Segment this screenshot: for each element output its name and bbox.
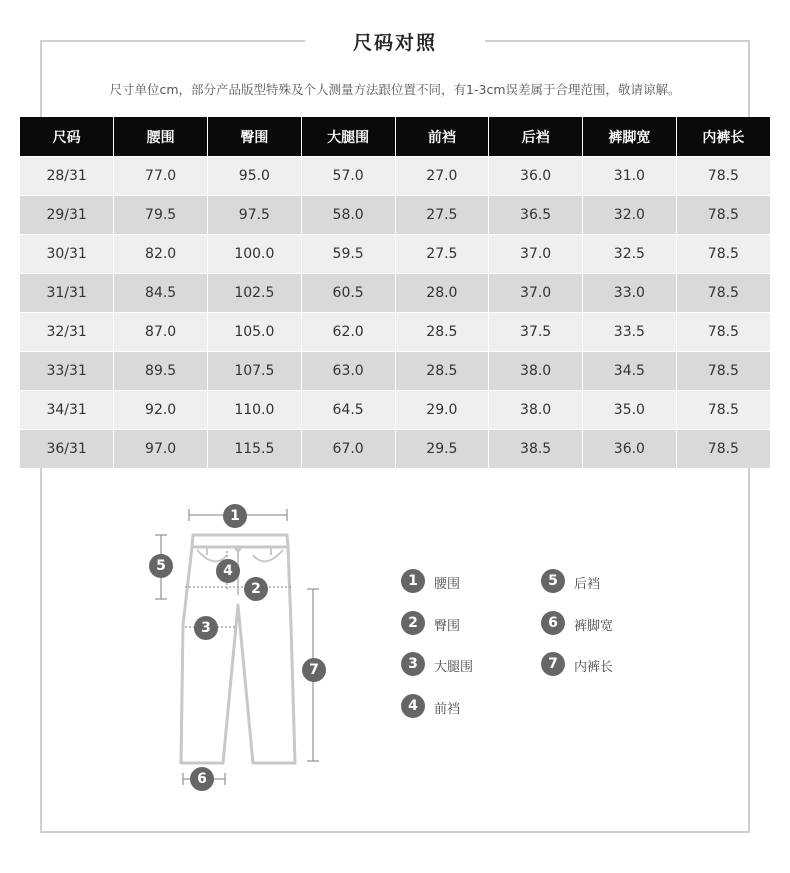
page-title: 尺码对照	[352, 32, 437, 54]
table-cell: 78.5	[676, 391, 770, 430]
table-cell: 28/31	[20, 157, 114, 196]
table-cell: 78.5	[676, 274, 770, 313]
table-cell: 28.5	[395, 352, 489, 391]
table-cell: 100.0	[208, 235, 302, 274]
table-cell: 97.0	[114, 430, 208, 469]
table-body	[20, 157, 770, 469]
table-row	[20, 313, 770, 352]
table-cell: 79.5	[114, 196, 208, 235]
table-cell: 36/31	[20, 430, 114, 469]
table-cell: 59.5	[301, 235, 395, 274]
column-header: 大腿围	[301, 117, 395, 157]
column-header: 臀围	[208, 117, 302, 157]
table-cell: 34.5	[583, 352, 677, 391]
table-cell: 33/31	[20, 352, 114, 391]
table-cell: 107.5	[208, 352, 302, 391]
table-cell: 29.5	[395, 430, 489, 469]
table-cell: 28.5	[395, 313, 489, 352]
legend-badge-2: 2	[401, 611, 425, 635]
column-header: 裤脚宽	[583, 117, 677, 157]
jeans-diagram	[145, 495, 345, 795]
table-cell: 77.0	[114, 157, 208, 196]
table-cell: 67.0	[301, 430, 395, 469]
table-row	[20, 196, 770, 235]
table-cell: 78.5	[676, 313, 770, 352]
table-row	[20, 352, 770, 391]
legend-badge-1: 1	[401, 569, 425, 593]
badge-2: 2	[244, 577, 268, 601]
table-cell: 38.0	[489, 352, 583, 391]
table-cell: 36.0	[583, 430, 677, 469]
table-cell: 62.0	[301, 313, 395, 352]
legend-badge-3: 3	[401, 652, 425, 676]
table-row	[20, 274, 770, 313]
column-header: 内裤长	[676, 117, 770, 157]
legend-badge-7: 7	[541, 652, 565, 676]
table-cell: 32.0	[583, 196, 677, 235]
table-cell: 60.5	[301, 274, 395, 313]
table-cell: 32.5	[583, 235, 677, 274]
table-cell: 37.0	[489, 274, 583, 313]
table-cell: 64.5	[301, 391, 395, 430]
table-cell: 89.5	[114, 352, 208, 391]
legend-label-4: 前裆	[434, 702, 461, 717]
table-cell: 31.0	[583, 157, 677, 196]
measurement-note: 尺寸单位cm，部分产品版型特殊及个人测量方法跟位置不同，有1-3cm误差属于合理范围，敬请谅解。	[109, 82, 681, 97]
table-cell: 33.5	[583, 313, 677, 352]
table-header-row	[20, 117, 770, 157]
table-cell: 78.5	[676, 157, 770, 196]
table-cell: 32/31	[20, 313, 114, 352]
table-cell: 30/31	[20, 235, 114, 274]
jeans-illustration	[145, 495, 345, 795]
table-cell: 78.5	[676, 352, 770, 391]
table-cell: 82.0	[114, 235, 208, 274]
table-cell: 27.5	[395, 196, 489, 235]
legend-badge-5: 5	[541, 569, 565, 593]
table-cell: 84.5	[114, 274, 208, 313]
table-cell: 58.0	[301, 196, 395, 235]
table-cell: 102.5	[208, 274, 302, 313]
legend-label-1: 腰围	[434, 577, 461, 592]
column-header: 前裆	[395, 117, 489, 157]
legend-label-2: 臀围	[434, 619, 461, 634]
table-cell: 110.0	[208, 391, 302, 430]
table-cell: 63.0	[301, 352, 395, 391]
column-header: 尺码	[20, 117, 114, 157]
table-cell: 31/31	[20, 274, 114, 313]
legend-badge-4: 4	[401, 694, 425, 718]
table-cell: 37.5	[489, 313, 583, 352]
table-row	[20, 157, 770, 196]
table-cell: 105.0	[208, 313, 302, 352]
table-cell: 78.5	[676, 196, 770, 235]
badge-7: 7	[302, 658, 326, 682]
table-cell: 92.0	[114, 391, 208, 430]
table-cell: 29.0	[395, 391, 489, 430]
legend-label-7: 内裤长	[574, 660, 614, 675]
badge-3: 3	[194, 616, 218, 640]
badge-1: 1	[223, 504, 247, 528]
table-cell: 38.5	[489, 430, 583, 469]
table-cell: 95.0	[208, 157, 302, 196]
table-cell: 27.0	[395, 157, 489, 196]
table-cell: 28.0	[395, 274, 489, 313]
column-header: 腰围	[114, 117, 208, 157]
size-table	[20, 117, 770, 468]
badge-6: 6	[190, 767, 214, 791]
column-header: 后裆	[489, 117, 583, 157]
badge-4: 4	[216, 559, 240, 583]
table-row	[20, 235, 770, 274]
table-cell: 36.0	[489, 157, 583, 196]
badge-5: 5	[149, 554, 173, 578]
table-cell: 38.0	[489, 391, 583, 430]
legend-label-6: 裤脚宽	[574, 619, 614, 634]
table-cell: 36.5	[489, 196, 583, 235]
table-row	[20, 430, 770, 469]
table-cell: 37.0	[489, 235, 583, 274]
table-cell: 34/31	[20, 391, 114, 430]
table-cell: 78.5	[676, 235, 770, 274]
table-row	[20, 391, 770, 430]
legend-badge-6: 6	[541, 611, 565, 635]
table-cell: 115.5	[208, 430, 302, 469]
table-cell: 97.5	[208, 196, 302, 235]
legend-label-3: 大腿围	[434, 660, 474, 675]
table-cell: 57.0	[301, 157, 395, 196]
table-cell: 87.0	[114, 313, 208, 352]
table-cell: 33.0	[583, 274, 677, 313]
table-cell: 78.5	[676, 430, 770, 469]
table-cell: 35.0	[583, 391, 677, 430]
table-cell: 27.5	[395, 235, 489, 274]
table-cell: 29/31	[20, 196, 114, 235]
legend-label-5: 后裆	[574, 577, 601, 592]
